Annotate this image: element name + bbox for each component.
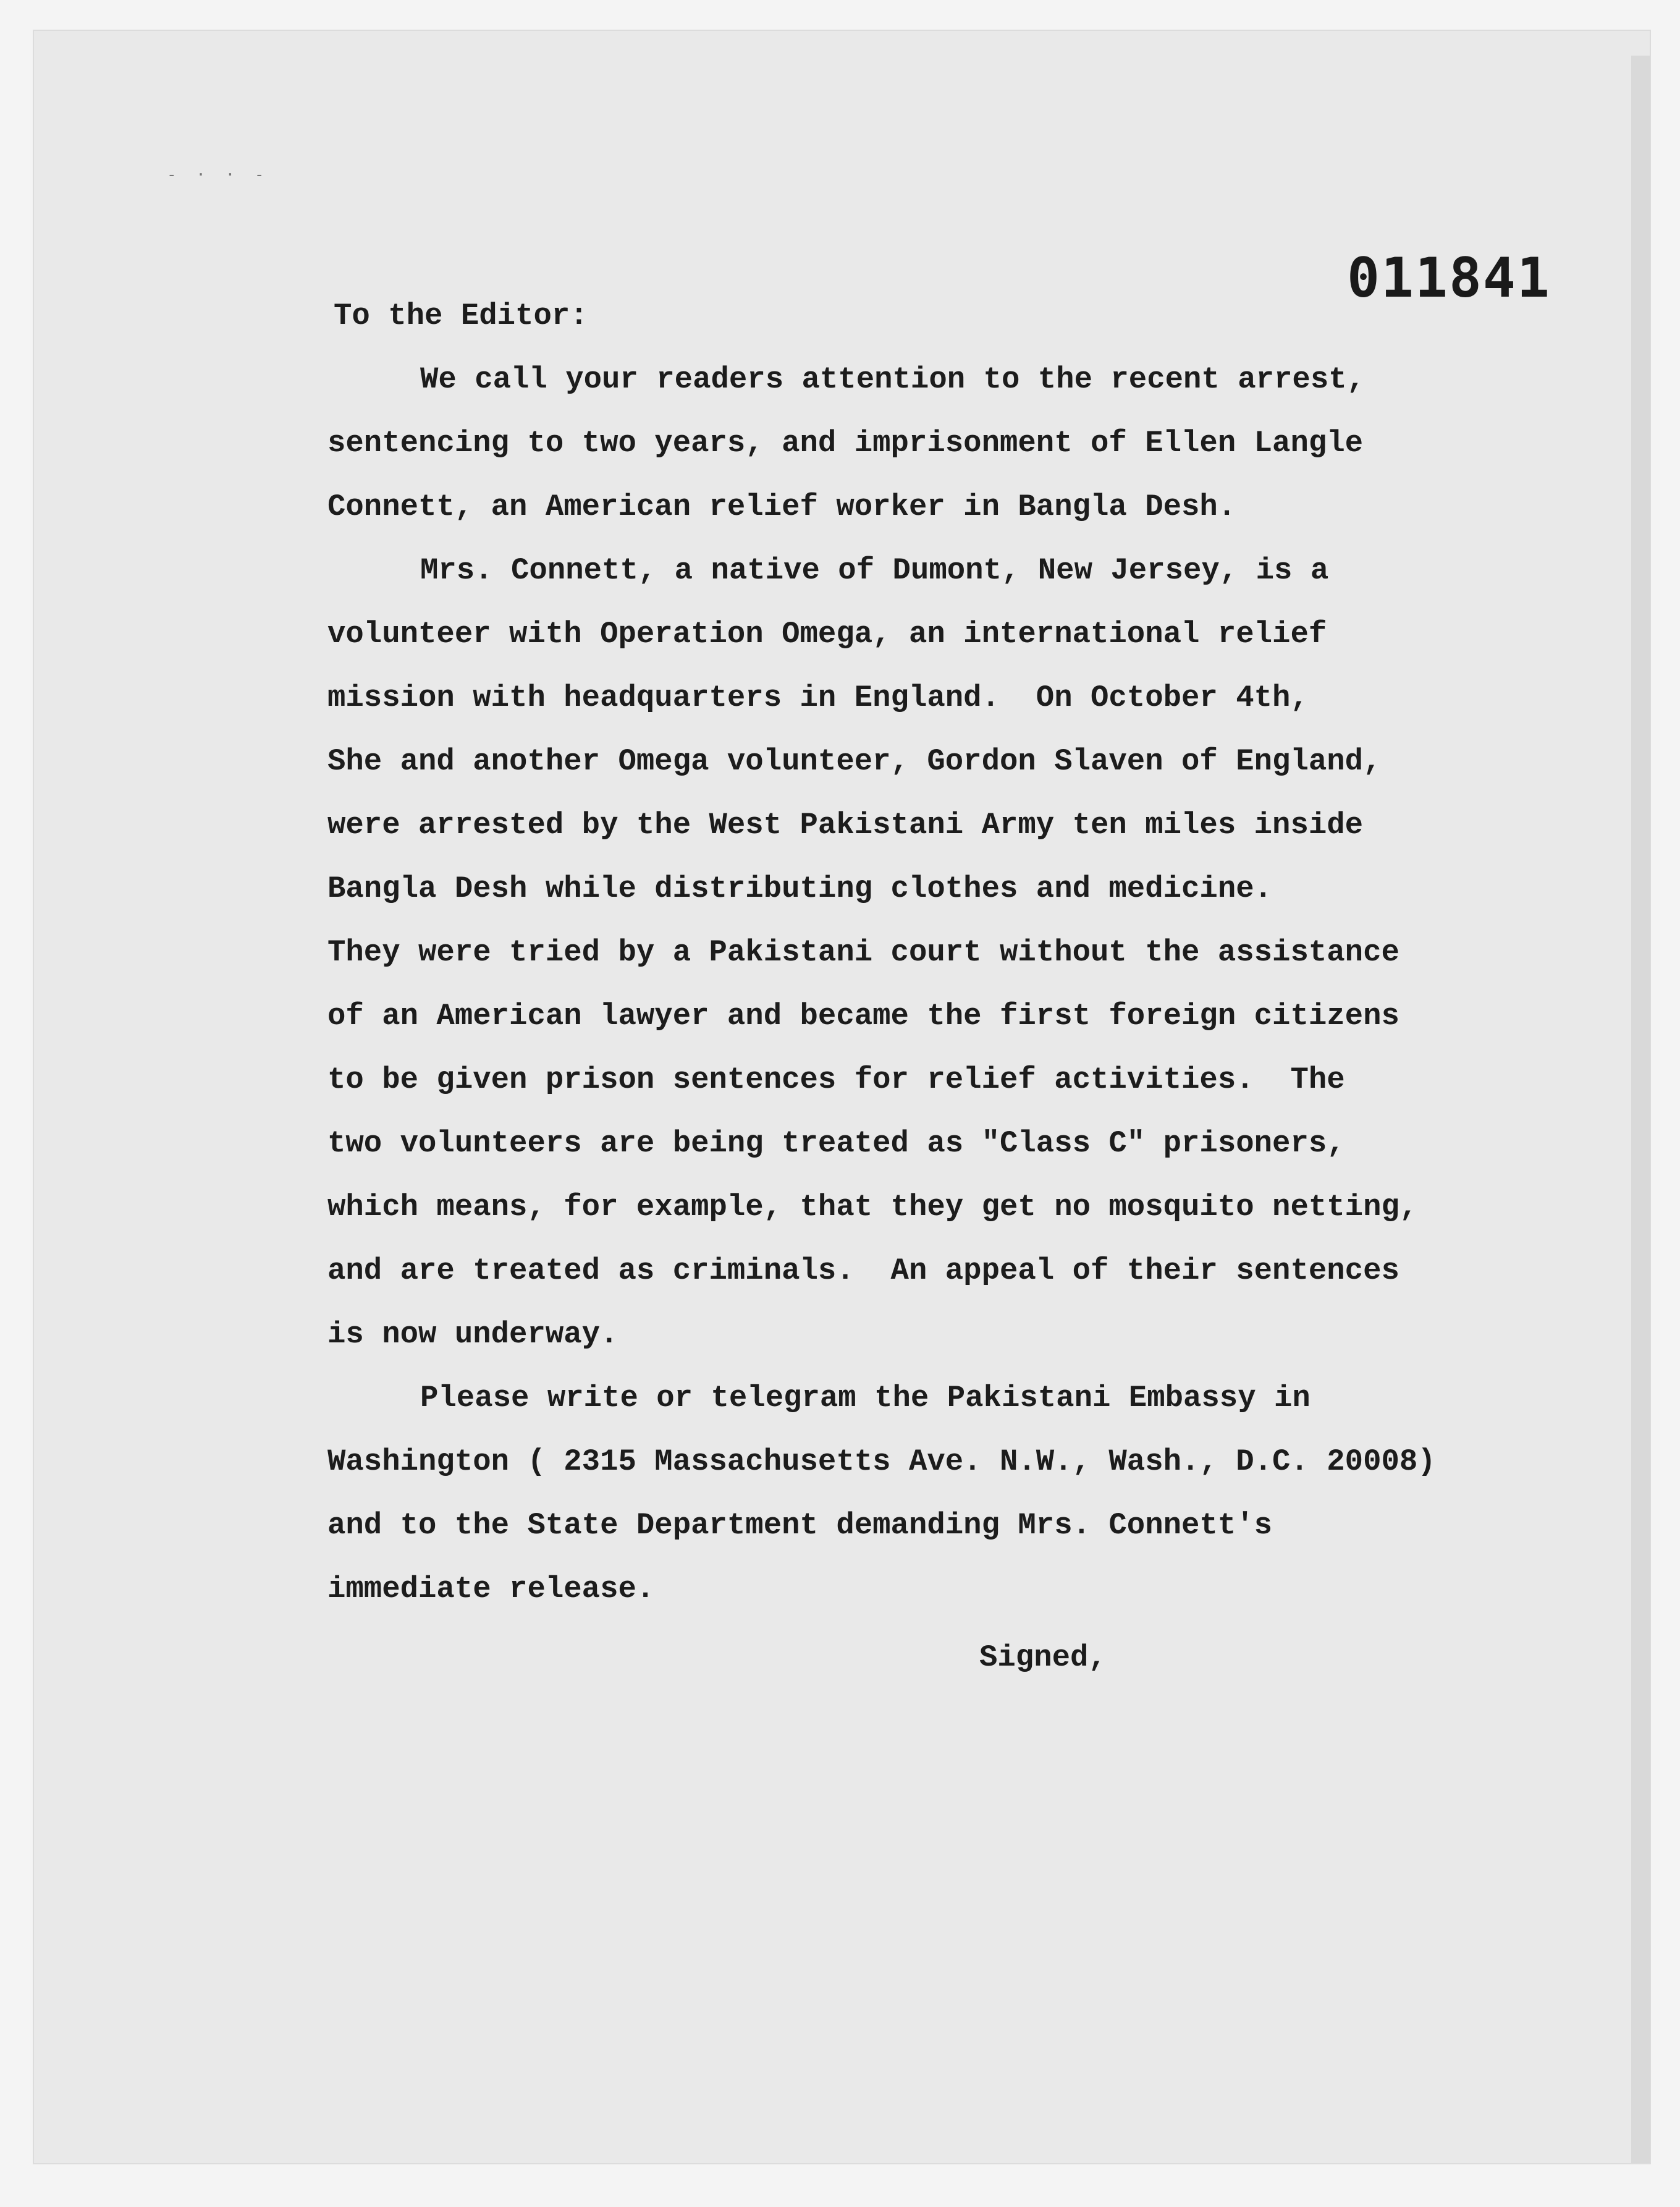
text-line: Connett, an American relief worker in Bangla Desh.	[327, 489, 1236, 524]
salutation: To the Editor:	[334, 299, 588, 333]
text-line: immediate release.	[327, 1572, 655, 1606]
text-line: She and another Omega volunteer, Gordon Slaven of England,	[327, 744, 1382, 779]
text-line: They were tried by a Pakistani court without the assistance	[327, 935, 1399, 970]
text-line: is now underway.	[327, 1317, 618, 1352]
document-number: 011841	[1347, 246, 1551, 310]
text-line: Please write or telegram the Pakistani Embassy in	[420, 1381, 1311, 1415]
text-line: and to the State Department demanding Mrs. Connett's	[327, 1508, 1273, 1543]
text-line: mission with headquarters in England. On October 4th,	[327, 680, 1309, 715]
text-line: Bangla Desh while distributing clothes and medicine.	[327, 871, 1273, 906]
text-line: Washington ( 2315 Massachusetts Ave. N.W., Wash., D.C. 20008)	[327, 1444, 1436, 1479]
text-line: of an American lawyer and became the first foreign citizens	[327, 999, 1399, 1033]
paragraph-1	[327, 348, 1563, 539]
signoff: Signed,	[979, 1640, 1107, 1675]
text-line: Mrs. Connett, a native of Dumont, New Jersey, is a	[420, 553, 1329, 588]
text-line: sentencing to two years, and imprisonment of Ellen Langle	[327, 426, 1364, 460]
paper-edge	[1631, 56, 1650, 2163]
stray-marks: - · · -	[167, 166, 269, 184]
paragraph-3	[327, 1366, 1563, 1621]
paragraph-2	[327, 539, 1563, 1366]
text-line: two volunteers are being treated as "Class C" prisoners,	[327, 1126, 1345, 1161]
letter-body	[327, 284, 1563, 1690]
text-line: which means, for example, that they get no mosquito netting,	[327, 1190, 1418, 1224]
text-line: were arrested by the West Pakistani Army ten miles inside	[327, 808, 1364, 842]
text-line: volunteer with Operation Omega, an international relief	[327, 617, 1327, 651]
text-line: and are treated as criminals. An appeal of their sentences	[327, 1253, 1399, 1288]
text-line: to be given prison sentences for relief activities. The	[327, 1062, 1345, 1097]
text-line: We call your readers attention to the recent arrest,	[420, 362, 1366, 397]
